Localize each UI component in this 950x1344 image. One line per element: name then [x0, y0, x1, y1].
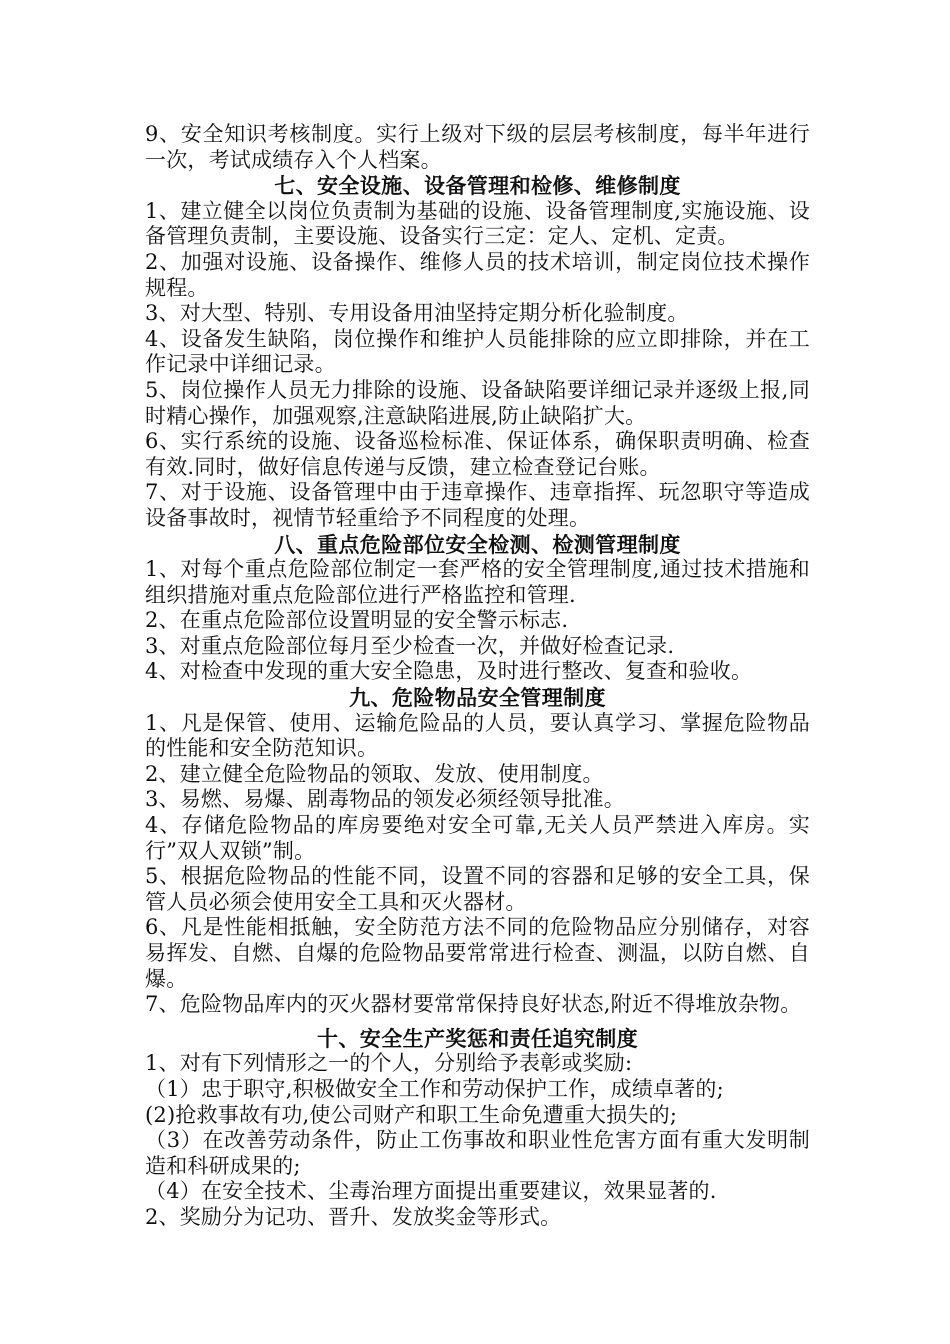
paragraph-10-1-2: (2)抢救事故有功,使公司财产和职工生命免遭重大损失的; [145, 1102, 678, 1127]
paragraph-10-1-4: （4）在安全技术、尘毒治理方面提出重要建议，效果显著的. [145, 1179, 717, 1204]
paragraph-10-1: 1、对有下列情形之一的个人，分别给予表彰或奖励: [145, 1051, 633, 1076]
paragraph-8-3: 3、对重点危险部位每月至少检查一次，并做好检查记录. [145, 633, 675, 658]
paragraph-9-5: 5、根据危险物品的性能不同，设置不同的容器和足够的安全工具，保管人员必须会使用安全工具和灭火器材。 [145, 864, 810, 914]
paragraph-exam-system: 9、安全知识考核制度。实行上级对下级的层层考核制度，每半年进行一次，考试成绩存入个人档案。 [145, 122, 810, 172]
paragraph-7-6: 6、实行系统的设施、设备巡检标准、保证体系，确保职责明确、检查有效.同时，做好信息传递与反馈，建立检查登记台账。 [145, 429, 810, 479]
paragraph-8-4: 4、对检查中发现的重大安全隐患，及时进行整改、复查和验收。 [145, 659, 753, 684]
paragraph-9-3: 3、易燃、易爆、剧毒物品的领发必须经领导批准。 [145, 787, 625, 812]
paragraph-10-2: 2、奖励分为记功、晋升、发放奖金等形式。 [145, 1204, 562, 1229]
paragraph-7-4: 4、设备发生缺陷，岗位操作和维护人员能排除的应立即排除，并在工作记录中详细记录。 [145, 326, 810, 377]
paragraph-7-2: 2、加强对设施、设备操作、维修人员的技术培训，制定岗位技术操作规程。 [145, 249, 810, 300]
paragraph-10-1-1: （1）忠于职守,积极做安全工作和劳动保护工作，成绩卓著的; [145, 1076, 724, 1101]
section-heading-8: 八、重点危险部位安全检测、检测管理制度 [274, 531, 681, 557]
paragraph-9-6: 6、凡是性能相抵触，安全防范方法不同的危险物品应分别储存，对容易挥发、自燃、自爆的危险物品要常常进行检查、测温，以防自燃、自爆。 [145, 915, 810, 991]
paragraph-7-3: 3、对大型、特别、专用设备用油坚持定期分析化验制度。 [145, 301, 689, 326]
section-heading-7: 七、安全设施、设备管理和检修、维修制度 [274, 173, 681, 199]
paragraph-10-1-3: （3）在改善劳动条件，防止工伤事故和职业性危害方面有重大发明制造和科研成果的; [145, 1128, 810, 1178]
section-heading-9: 九、危险物品安全管理制度 [349, 685, 606, 711]
paragraph-9-1: 1、凡是保管、使用、运输危险品的人员，要认真学习、掌握危险物品的性能和安全防范知识。 [145, 710, 810, 761]
paragraph-9-2: 2、建立健全危险物品的领取、发放、使用制度。 [145, 761, 604, 786]
paragraph-9-4: 4、存储危险物品的库房要绝对安全可靠,无关人员严禁进入库房。实行”双人双锁”制。 [145, 813, 810, 863]
section-heading-10: 十、安全生产奖惩和责任追究制度 [317, 1025, 638, 1051]
paragraph-7-1: 1、建立健全以岗位负责制为基础的设施、设备管理制度,实施设施、设备管理负责制，主要设施、设备实行三定：定人、定机、定责。 [145, 198, 810, 249]
paragraph-8-1: 1、对每个重点危险部位制定一套严格的安全管理制度,通过技术措施和组织措施对重点危险部位进行严格监控和管理. [145, 557, 810, 607]
paragraph-9-7: 7、危险物品库内的灭火器材要常常保持良好状态,附近不得堆放杂物。 [145, 992, 802, 1017]
paragraph-7-5: 5、岗位操作人员无力排除的设施、设备缺陷要详细记录并逐级上报,同时精心操作，加强观察,注意缺陷进展,防止缺陷扩大。 [145, 377, 810, 428]
document-page [145, 122, 810, 1231]
paragraph-7-7: 7、对于设施、设备管理中由于违章操作、违章指挥、玩忽职守等造成设备事故时，视情节轻重给予不同程度的处理。 [145, 480, 810, 530]
paragraph-8-2: 2、在重点危险部位设置明显的安全警示标志. [145, 608, 569, 633]
